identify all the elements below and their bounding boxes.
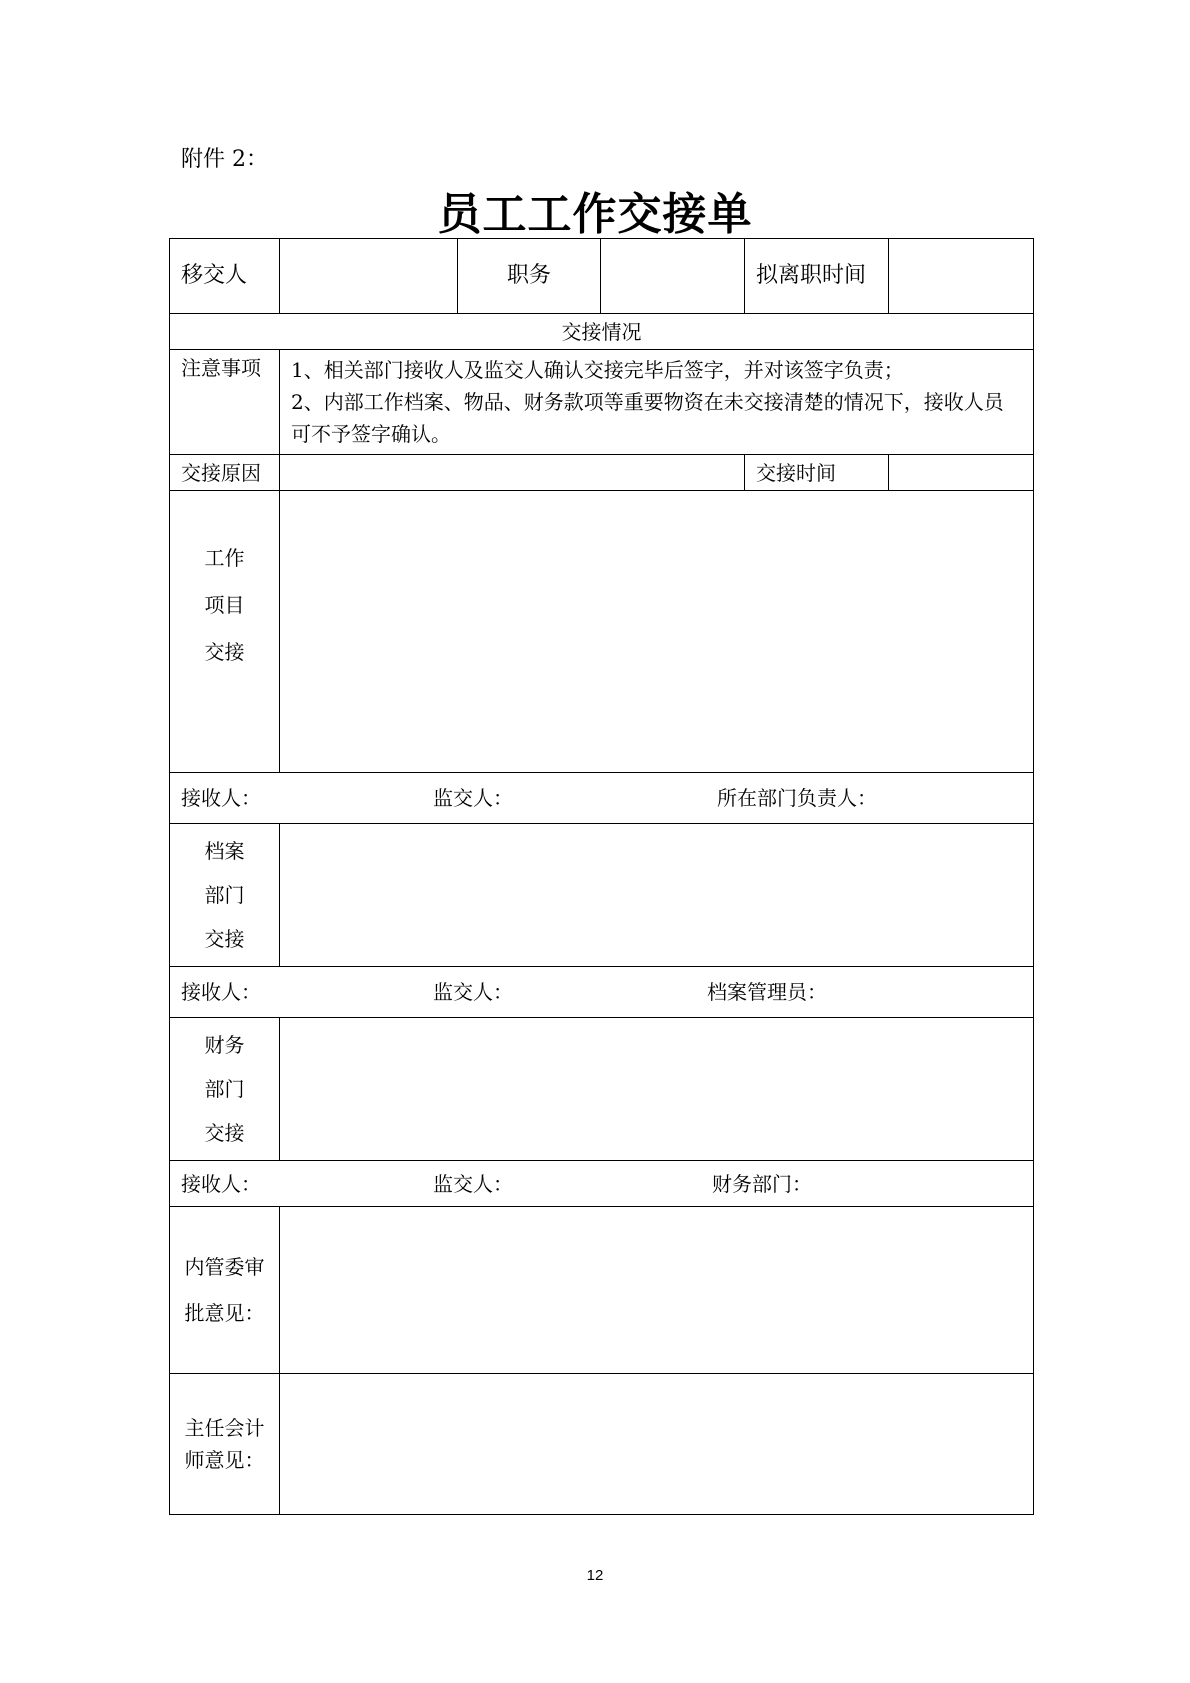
receiver-label-1: 接收人： <box>181 786 261 810</box>
dept-head-label: 所在部门负责人： <box>717 786 877 810</box>
work-label-line-1: 工作 <box>204 546 245 570</box>
notes-row <box>170 350 1034 455</box>
archivist-label: 档案管理员： <box>707 980 827 1004</box>
receiver-label-3: 接收人： <box>181 1171 261 1196</box>
cpa-opinion-label <box>170 1374 280 1515</box>
internal-label-line-2: 批意见： <box>184 1301 265 1325</box>
signature-row-1 <box>170 773 1034 824</box>
finance-label-line-1: 财务 <box>204 1033 245 1057</box>
note-line-2: 2、内部工作档案、物品、财务款项等重要物资在未交接清楚的情况下，接收人员可不予签字确认。 <box>291 390 1004 446</box>
leave-time-label: 拟离职时间 <box>745 239 889 314</box>
finance-handover-field[interactable] <box>280 1018 1034 1161</box>
position-label: 职务 <box>458 239 601 314</box>
reason-row <box>170 455 1034 491</box>
finance-handover-label <box>170 1018 280 1161</box>
signature-row-2-cell <box>170 967 1034 1018</box>
archive-handover-field[interactable] <box>280 824 1034 967</box>
work-handover-label <box>170 491 280 773</box>
internal-approval-field[interactable] <box>280 1207 1034 1374</box>
cpa-label-line-1: 主任会计 <box>184 1416 265 1440</box>
signature-row-2 <box>170 967 1034 1018</box>
cpa-opinion-field[interactable] <box>280 1374 1034 1515</box>
archive-label-line-1: 档案 <box>204 839 245 863</box>
finance-dept-label: 财务部门： <box>712 1171 812 1196</box>
reason-field[interactable] <box>280 455 745 491</box>
supervisor-label-2: 监交人： <box>433 980 513 1004</box>
handover-info-row <box>170 239 1034 314</box>
internal-approval-row <box>170 1207 1034 1374</box>
finance-handover-row <box>170 1018 1034 1161</box>
section-title: 交接情况 <box>170 314 1034 350</box>
cpa-label-line-2: 师意见： <box>184 1448 265 1472</box>
signature-row-3 <box>170 1161 1034 1207</box>
archive-handover-label <box>170 824 280 967</box>
work-handover-row <box>170 491 1034 773</box>
handover-time-field[interactable] <box>889 455 1034 491</box>
finance-label-line-3: 交接 <box>204 1121 245 1145</box>
signature-row-1-cell <box>170 773 1034 824</box>
receiver-label-2: 接收人： <box>181 980 261 1004</box>
cpa-opinion-row <box>170 1374 1034 1515</box>
reason-label: 交接原因 <box>170 455 280 491</box>
archive-label-line-2: 部门 <box>204 883 245 907</box>
notes-content <box>280 350 1034 455</box>
work-label-line-2: 项目 <box>204 593 245 617</box>
handover-person-label: 移交人 <box>170 239 280 314</box>
archive-label-line-3: 交接 <box>204 927 245 951</box>
position-field[interactable] <box>601 239 745 314</box>
leave-time-field[interactable] <box>889 239 1034 314</box>
signature-row-3-cell <box>170 1161 1034 1207</box>
attachment-label: 附件 2： <box>181 147 268 172</box>
internal-approval-label <box>170 1207 280 1374</box>
handover-time-label: 交接时间 <box>745 455 889 491</box>
work-label-line-3: 交接 <box>204 640 245 664</box>
handover-person-field[interactable] <box>280 239 458 314</box>
notes-label: 注意事项 <box>170 350 280 455</box>
finance-label-line-2: 部门 <box>204 1077 245 1101</box>
supervisor-label-3: 监交人： <box>433 1171 513 1196</box>
handover-form <box>169 238 1034 1515</box>
supervisor-label-1: 监交人： <box>433 786 513 810</box>
section-title-row <box>170 314 1034 350</box>
archive-handover-row <box>170 824 1034 967</box>
note-line-1: 1、相关部门接收人及监交人确认交接完毕后签字，并对该签字负责； <box>291 358 904 382</box>
internal-label-line-1: 内管委审 <box>184 1255 265 1279</box>
work-handover-field[interactable] <box>280 491 1034 773</box>
document-title: 员工工作交接单 <box>437 189 753 240</box>
page-number: 12 <box>586 1567 604 1584</box>
